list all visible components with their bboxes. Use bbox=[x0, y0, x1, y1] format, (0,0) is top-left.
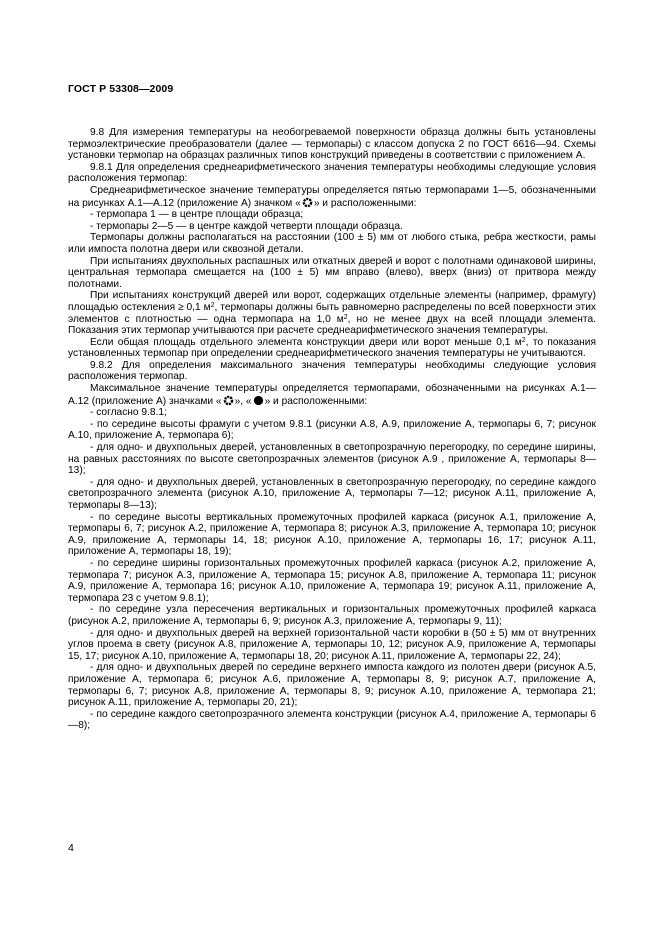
list-item: - термопара 1 — в центре площади образца; bbox=[90, 209, 304, 221]
document-body bbox=[68, 127, 596, 732]
paragraph-9-8-1: 9.8.1 Для определения среднеарифметического значения температуры необходимы следующие условия расположения термопар: bbox=[68, 161, 596, 185]
paragraph-two-leaf-doors: При испытаниях двухпольных распашных или откатных дверей и ворот с полотнами одинаковой ширины, центральная термопара смещается на (100 ± 5) мм вправо (влево), вверх (вниз) от притвора между полотнами. bbox=[68, 255, 596, 290]
paragraph-9-8: 9.8 Для измерения температуры на необогреваемой поверхности образца должны быть установлены термоэлектрические преобразователи (далее — термопары) с классом допуска 2 по ГОСТ 6616—94. Схемы установки термопар на образцах различных типов конструкций приведены в соответствии с приложением А. bbox=[68, 127, 596, 162]
list-item: - термопары 2—5 — в центре каждой четверти площади образца. bbox=[90, 220, 403, 232]
paragraph-small-area: Если общая площадь отдельного элемента конструкции двери или ворот меньше 0,1 $м^2$, то показания установленных термопар при определении среднеарифметического значения температуры не учитываются. bbox=[68, 336, 596, 360]
document-header: ГОСТ Р 53308—2009 bbox=[68, 83, 174, 95]
list-item: - для одно- и двухпольных дверей по середине верхнего импоста каждого из полотен двери (рисунок А.5, приложение А, термопара 6; рисунок А.6, приложение А, термопары 8, 9; рисунок А.7, приложение А, термопары 6, 7; рисунок А.8, приложение А, термопары 8, 9; рисунок А.10, приложение А, термопара 21; рисунок А.11, приложение А, термопары 20, 21); bbox=[68, 662, 596, 709]
list-item: - по середине каждого светопрозрачного элемента конструкции (рисунок А.4, приложение А, термопары 6—8); bbox=[68, 708, 596, 732]
open-circle-symbol-icon bbox=[223, 395, 234, 406]
list-item: - по середине ширины горизонтальных промежуточных профилей каркаса (рисунок А.2, приложение А, термопара 7; рисунок А.3, приложение А, термопара 15; рисунок А.8, приложение А, термопара 11; рисунок А.9, приложение А, термопара 16; рисунок А.10, приложение А, термопара 19; рисунок А.11, приложение А, термопара 23 с учетом 9.8.1); bbox=[68, 557, 596, 604]
open-circle-symbol-icon bbox=[302, 197, 313, 208]
list-item: - для одно- и двухпольных дверей на верхней горизонтальной части коробки в (50 ± 5) мм от внутренних углов проема в свету (рисунок А.8, приложение А, термопары 10, 12; рисунок А.9, приложение А, термопары 15, 17; рисунок А.10, приложение А, термопары 18, 20; рисунок А.11, приложение А, термопары 22, 24); bbox=[68, 627, 596, 662]
list-item: - для одно- и двухпольных дверей, установленных в светопрозрачную перегородку, по середине ширины, на равных расстояниях по высоте светопрозрачных элементов (рисунок А.9 , приложение А, термопары 8—13); bbox=[68, 442, 596, 477]
paragraph-max-temperature: Максимальное значение температуры определяется термопарами, обозначенными на рисунках А.1—А.12 (приложение А) значками « », « » и расположенными: bbox=[68, 383, 596, 407]
list-item: - для одно- и двухпольных дверей, установленных в светопрозрачную перегородку, по середине каждого светопрозрачного элемента (рисунок А.10, приложение А, термопары 7—12; рисунок А.11, приложение А, термопары 8—13); bbox=[68, 476, 596, 511]
paragraph-mean-temperature: Среднеарифметическое значение температуры определяется пятью термопарами 1—5, обозначенными на рисунках А.1—А.12 (приложение А) значком « » и расположенными: bbox=[68, 184, 596, 209]
paragraph-distance: Термопары должны располагаться на расстоянии (100 ± 5) мм от любого стыка, ребра жесткости, рамы или импоста полотна двери или сквозной детали. bbox=[68, 232, 596, 255]
list-item: - по середине узла пересечения вертикальных и горизонтальных промежуточных профилей каркаса (рисунок А.2, приложение А, термопары 6, 9; рисунок А.3, приложение А, термопары 9, 11); bbox=[68, 604, 596, 627]
list-item: - согласно 9.8.1; bbox=[90, 407, 167, 419]
paragraph-glazing: При испытаниях конструкций дверей или ворот, содержащих отдельные элементы (например, фрамугу) площадью остекления ≥ 0,1 $м^2$, термопары должны быть равномерно распределены по всей поверхности этих элементов с плотностью — одна термопара на 1,0 $м^2$, но не менее двух на всей площади элемента. Показания этих термопар учитываются при расчете среднеарифметического значения температуры. bbox=[68, 290, 596, 337]
list-item: - по середине высоты вертикальных промежуточных профилей каркаса (рисунок А.1, приложение А, термопары 6, 7; рисунок А.2, приложение А, термопара 8; рисунок А.3, приложение А, термопара 10; рисунок А.9, приложение А, термопары 14, 18; рисунок А.10, приложение А, термопары 16, 17; рисунок А.11, приложение А, термопары 18, 19); bbox=[68, 511, 596, 558]
page-number: 4 bbox=[68, 842, 74, 854]
filled-circle-symbol-icon bbox=[253, 395, 264, 406]
list-item: - по середине высоты фрамуги с учетом 9.8.1 (рисунки А.8, А.9, приложение А, термопары 6, 7; рисунок А.10, приложение А, термопара 6); bbox=[68, 418, 596, 442]
paragraph-9-8-2: 9.8.2 Для определения максимального значения температуры необходимы следующие условия расположения термопар. bbox=[68, 359, 596, 383]
